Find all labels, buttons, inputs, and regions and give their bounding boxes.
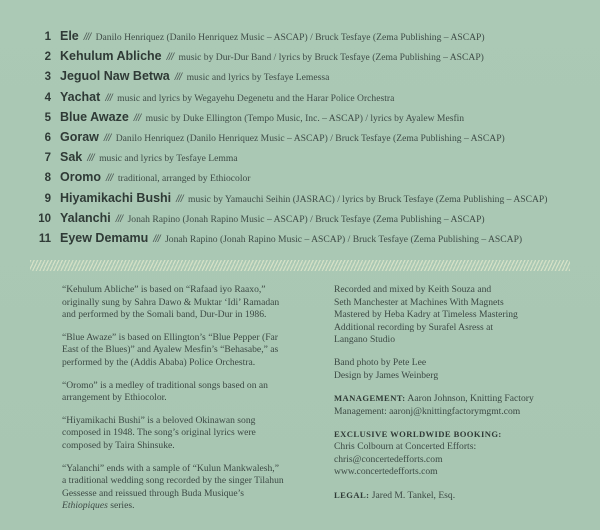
note-line: “Hiyamikachi Bushi” is a beloved Okinawan song xyxy=(62,414,256,426)
track-row xyxy=(30,69,590,89)
track-row xyxy=(30,211,590,231)
hatched-divider xyxy=(30,260,570,271)
track-title: Yalanchi xyxy=(60,210,111,225)
track-number: 9 xyxy=(44,192,51,205)
track-credit: Danilo Henriquez (Danilo Henriquez Music – ASCAP) / Bruck Tesfaye (Zema Publishing – ASCAP) xyxy=(95,32,485,43)
note-line: “Oromo” is a medley of traditional songs based on an xyxy=(62,379,268,391)
track-row xyxy=(30,191,590,211)
track-number: 7 xyxy=(44,152,51,165)
series-title: Ethiopiques xyxy=(62,500,108,512)
track-number: 3 xyxy=(44,71,51,84)
track-credit: traditional, arranged by Ethiocolor xyxy=(117,173,251,185)
track-credit: music and lyrics by Wegayehu Degenetu and the Harar Police Orchestra xyxy=(117,92,395,104)
track-row xyxy=(30,49,590,69)
credit-line: Band photo by Pete Lee xyxy=(334,356,427,368)
track-row xyxy=(30,130,590,150)
credit-line: Langano Studio xyxy=(334,334,396,346)
track-title: Eyew Demamu xyxy=(60,230,149,245)
note-line-with-series xyxy=(62,500,317,513)
note-line: originally sung by Sahra Dawo & Muktar ‘Idi’ Ramadan xyxy=(62,296,280,308)
track-number: 5 xyxy=(44,111,51,124)
note-line: East of the Blues)” and Ayalew Mesfin’s “Behasabe,” as xyxy=(62,344,279,356)
track-row xyxy=(30,231,590,251)
track-separator: /// xyxy=(103,132,111,144)
track-separator: /// xyxy=(133,112,141,124)
track-credit: music and lyrics by Tesfaye Lemessa xyxy=(186,72,330,84)
note-blue-awaze xyxy=(62,332,317,370)
note-kehulum-abliche xyxy=(62,284,317,322)
note-line: arrangement by Ethiocolor. xyxy=(62,392,167,404)
credits-column xyxy=(334,284,584,512)
note-line: composed in 1948. The song’s original lyrics were xyxy=(62,427,256,439)
note-line: performed by the (Addis Ababa) Police Orchestra. xyxy=(62,356,256,368)
note-line: “Blue Awaze” is based on Ellington’s “Blue Pepper (Far xyxy=(62,331,278,343)
track-separator: /// xyxy=(115,213,123,225)
note-line: and performed by the Somali band, Dur-Dur in 1986. xyxy=(62,309,267,321)
track-separator: /// xyxy=(166,52,174,64)
track-number: 6 xyxy=(44,131,51,144)
track-credit: music by Yamauchi Seihin (JASRAC) / lyrics by Bruck Tesfaye (Zema Publishing – ASCAP) xyxy=(188,193,548,205)
photo-design-credits xyxy=(334,357,584,382)
note-oromo xyxy=(62,380,317,405)
track-title: Kehulum Abliche xyxy=(60,49,162,64)
track-credit: Danilo Henriquez (Danilo Henriquez Music – ASCAP) / Bruck Tesfaye (Zema Publishing – ASCAP) xyxy=(115,132,505,144)
note-line: “Kehulum Abliche” is based on “Rafaad iyo Raaxo,” xyxy=(62,284,266,295)
track-number: 1 xyxy=(44,31,51,43)
track-list xyxy=(30,29,590,251)
booking-credits xyxy=(334,428,584,478)
track-separator: /// xyxy=(153,233,161,245)
legal-credits xyxy=(334,489,584,503)
song-notes-column xyxy=(62,284,317,523)
legal-line xyxy=(334,489,584,503)
track-credit: music and lyrics by Tesfaye Lemma xyxy=(99,153,238,165)
track-title: Hiyamikachi Bushi xyxy=(60,190,172,205)
management-value: Aaron Johnson, Knitting Factory xyxy=(405,393,534,405)
note-line: composed by Taira Shinsuke. xyxy=(62,439,175,451)
note-line: “Yalanchi” ends with a sample of “Kulun Mankwalesh,” xyxy=(62,462,279,474)
track-separator: /// xyxy=(83,32,91,43)
legal-label: LEGAL: xyxy=(334,489,370,500)
booking-email: chris@concertedefforts.com xyxy=(334,453,443,465)
booking-line: Chris Colbourn at Concerted Efforts: xyxy=(334,440,477,452)
credit-line: Additional recording by Surafel Asress at xyxy=(334,321,494,333)
track-number: 2 xyxy=(44,51,51,64)
recording-credits xyxy=(334,284,584,347)
track-row xyxy=(30,170,590,190)
credit-line: Design by James Weinberg xyxy=(334,369,439,381)
credit-line: Mastered by Heba Kadry at Timeless Mastering xyxy=(334,309,518,321)
track-separator: /// xyxy=(105,173,113,185)
track-title: Sak xyxy=(60,150,83,165)
legal-value: Jared M. Tankel, Esq. xyxy=(369,489,456,501)
note-line: a traditional wedding song recorded by the singer Tilahun xyxy=(62,475,284,487)
management-line xyxy=(334,392,584,406)
booking-label: EXCLUSIVE WORLDWIDE BOOKING: xyxy=(334,429,502,440)
track-separator: /// xyxy=(174,72,182,84)
track-row xyxy=(30,110,590,130)
management-label: MANAGEMENT: xyxy=(334,393,406,404)
management-email: Management: aaronj@knittingfactorymgmt.com xyxy=(334,405,521,417)
track-credit: music by Dur-Dur Band / lyrics by Bruck Tesfaye (Zema Publishing – ASCAP) xyxy=(178,52,484,64)
credit-line: Recorded and mixed by Keith Souza and xyxy=(334,284,492,295)
track-title: Oromo xyxy=(60,170,101,185)
credit-line: Seth Manchester at Machines With Magnets xyxy=(334,296,504,308)
track-credit: Jonah Rapino (Jonah Rapino Music – ASCAP) / Bruck Tesfaye (Zema Publishing – ASCAP) xyxy=(127,213,485,225)
track-row xyxy=(30,150,590,170)
track-title: Ele xyxy=(60,29,79,43)
track-title: Goraw xyxy=(60,129,99,144)
track-number: 11 xyxy=(38,232,51,245)
track-title: Jeguol Naw Betwa xyxy=(60,69,170,84)
management-credits xyxy=(334,392,584,418)
track-credit: music by Duke Ellington (Tempo Music, Inc. – ASCAP) / lyrics by Ayalew Mesfin xyxy=(145,112,465,124)
track-number: 8 xyxy=(44,172,51,185)
track-separator: /// xyxy=(176,193,183,205)
track-title: Blue Awaze xyxy=(60,109,129,124)
note-yalanchi xyxy=(62,463,317,513)
track-separator: /// xyxy=(87,153,95,165)
track-credit: Jonah Rapino (Jonah Rapino Music – ASCAP) / Bruck Tesfaye (Zema Publishing – ASCAP) xyxy=(165,233,523,245)
track-row xyxy=(30,90,590,110)
track-separator: /// xyxy=(105,92,113,104)
note-line: Gessesse and reissued through Buda Musique’s xyxy=(62,487,244,499)
series-suffix: series. xyxy=(107,500,135,512)
track-number: 4 xyxy=(44,91,51,104)
track-title: Yachat xyxy=(60,89,101,104)
booking-website: www.concertedefforts.com xyxy=(334,466,438,478)
track-row xyxy=(30,29,590,49)
note-hiyamikachi-bushi xyxy=(62,415,317,453)
track-number: 10 xyxy=(38,212,51,225)
